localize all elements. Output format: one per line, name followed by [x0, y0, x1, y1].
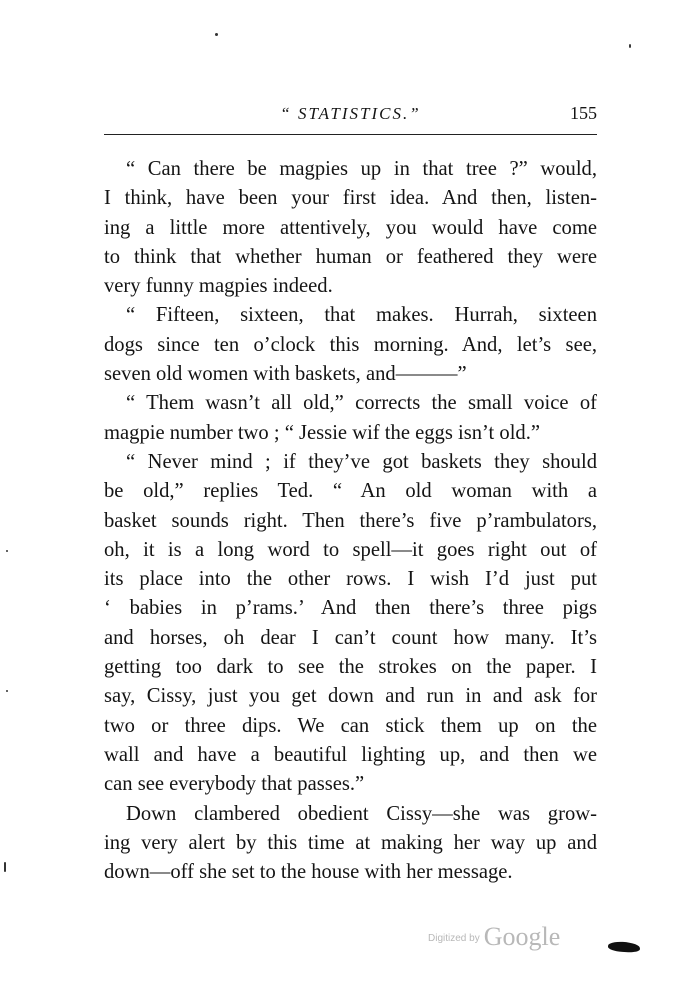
- ink-speck: [215, 33, 218, 36]
- text-line: ing very alert by this time at making her way up and: [104, 831, 597, 854]
- body-text: [104, 155, 597, 887]
- text-line: “ Fifteen, sixteen, that makes. Hurrah, sixteen: [126, 304, 597, 327]
- page-number: 155: [570, 103, 597, 123]
- text-line: “ Can there be magpies up in that tree ?” would,: [126, 158, 597, 180]
- text-line: and horses, oh dear I can’t count how many. It’s: [104, 626, 597, 649]
- text-line: wall and have a beautiful lighting up, and then we: [104, 743, 597, 766]
- text-line: oh, it is a long word to spell—it goes right out of: [104, 538, 597, 561]
- text-line: very funny magpies indeed.: [104, 275, 333, 298]
- text-line: say, Cissy, just you get down and run in and ask for: [104, 685, 597, 708]
- text-line: Down clambered obedient Cissy—she was grow-: [126, 802, 597, 825]
- text-line: dogs since ten o’clock this morning. And, let’s see,: [104, 333, 597, 356]
- text-line: seven old women with baskets, and———”: [104, 363, 467, 386]
- ink-speck: [6, 550, 8, 552]
- text-line: basket sounds right. Then there’s five p’rambulators,: [104, 509, 597, 532]
- text-line: magpie number two ; “ Jessie wif the eggs isn’t old.”: [104, 421, 541, 444]
- text-line: getting too dark to see the strokes on the paper. I: [104, 656, 597, 679]
- watermark-prefix: Digitized by: [428, 933, 480, 944]
- text-line: two or three dips. We can stick them up on the: [104, 714, 597, 737]
- text-line: ing a little more attentively, you would have come: [104, 216, 597, 239]
- ink-speck: [6, 690, 8, 692]
- text-line: to think that whether human or feathered they were: [104, 245, 597, 268]
- digitized-watermark: [428, 922, 560, 952]
- text-line: its place into the other rows. I wish I’d just put: [104, 568, 597, 591]
- text-line: I think, have been your first idea. And then, listen-: [104, 187, 597, 210]
- text-line: “ Never mind ; if they’ve got baskets they should: [126, 450, 597, 473]
- ink-speck: [629, 44, 631, 48]
- google-logo: Google: [483, 922, 561, 951]
- text-line: be old,” replies Ted. “ An old woman with a: [104, 480, 597, 503]
- text-line: ‘ babies in p’rams.’ And then there’s three pigs: [104, 597, 597, 620]
- text-line: can see everybody that passes.”: [104, 773, 365, 796]
- ink-speck: [4, 862, 6, 872]
- running-header: [104, 100, 597, 135]
- ink-blot: [608, 941, 640, 953]
- running-title: “ STATISTICS.”: [280, 104, 421, 123]
- text-line: down—off she set to the house with her message.: [104, 861, 513, 884]
- text-line: “ Them wasn’t all old,” corrects the small voice of: [126, 392, 597, 415]
